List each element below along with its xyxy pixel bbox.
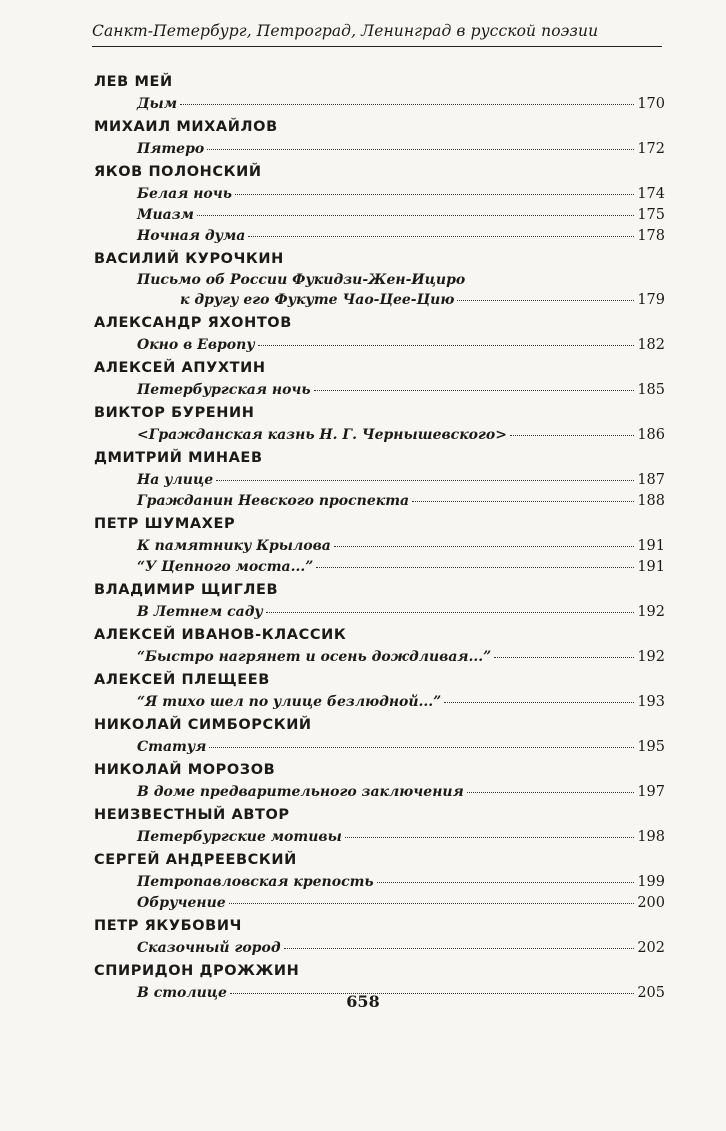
toc-entry-title: На улице xyxy=(137,472,214,488)
dot-leader xyxy=(216,480,634,481)
toc-entry xyxy=(94,692,665,713)
dot-leader xyxy=(235,194,634,195)
toc-entry-title: к другу его Фукуте Чао-Цее-Цию xyxy=(180,292,455,308)
dot-leader xyxy=(444,702,634,703)
toc-entry xyxy=(94,470,665,491)
toc-author: ПЕТР ЯКУБОВИЧ xyxy=(94,918,242,934)
toc-entry xyxy=(94,602,665,623)
dot-leader xyxy=(229,903,635,904)
toc-entry xyxy=(94,139,665,160)
dot-leader xyxy=(258,345,635,346)
toc-author: АЛЕКСАНДР ЯХОНТОВ xyxy=(94,315,292,331)
toc-entry xyxy=(94,335,665,356)
toc-entry-page: 186 xyxy=(637,427,665,443)
toc-entry xyxy=(94,491,665,512)
toc-entry xyxy=(94,205,665,226)
toc-entry-page: 182 xyxy=(637,337,665,353)
toc-entry-title: Петербургские мотивы xyxy=(137,829,342,845)
dot-leader xyxy=(314,390,635,391)
dot-leader xyxy=(248,236,634,237)
toc-entry-title: Пятеро xyxy=(137,141,205,157)
toc-entry xyxy=(94,271,665,290)
toc-entry-title: Ночная дума xyxy=(137,228,246,244)
toc-entry-page: 205 xyxy=(637,985,665,1001)
toc-author: СПИРИДОН ДРОЖЖИН xyxy=(94,963,300,979)
toc-entry-page: 192 xyxy=(637,649,665,665)
toc-author: ЯКОВ ПОЛОНСКИЙ xyxy=(94,164,262,180)
running-header: Санкт-Петербург, Петроград, Ленинград в русской поэзии xyxy=(92,22,599,40)
toc-entry-page: 187 xyxy=(637,472,665,488)
toc-entry-title: Петропавловская крепость xyxy=(137,874,374,890)
toc-entry xyxy=(94,94,665,115)
toc-entry-page: 193 xyxy=(637,694,665,710)
toc-entry-page: 191 xyxy=(637,559,665,575)
dot-leader xyxy=(377,882,635,883)
toc-entry-title: В Летнем саду xyxy=(137,604,263,620)
toc-entry-page: 185 xyxy=(637,382,665,398)
toc-author: АЛЕКСЕЙ ПЛЕЩЕЕВ xyxy=(94,672,270,688)
toc-entry-page: 195 xyxy=(637,739,665,755)
toc-entry-title: Дым xyxy=(137,96,178,112)
dot-leader xyxy=(494,657,634,658)
toc-entry-page: 199 xyxy=(637,874,665,890)
dot-leader xyxy=(316,567,634,568)
toc-entry-page: 188 xyxy=(637,493,665,509)
toc-entry-page: 172 xyxy=(637,141,665,157)
dot-leader xyxy=(510,435,634,436)
toc-entry xyxy=(94,782,665,803)
toc-entry xyxy=(94,647,665,668)
toc-entry xyxy=(94,737,665,758)
toc-author: НИКОЛАЙ СИМБОРСКИЙ xyxy=(94,717,312,733)
toc-entry-page: 192 xyxy=(637,604,665,620)
toc-entry xyxy=(94,536,665,557)
toc-entry-title: Гражданин Невского проспекта xyxy=(137,493,410,509)
toc-entry xyxy=(94,380,665,401)
toc-author: ВИКТОР БУРЕНИН xyxy=(94,405,255,421)
toc-entry-title: Петербургская ночь xyxy=(137,382,311,398)
toc-entry-page: 179 xyxy=(637,292,665,308)
toc-author: ЛЕВ МЕЙ xyxy=(94,74,173,90)
toc-entry-title: “Быстро нагрянет и осень дождливая...” xyxy=(137,649,492,665)
toc-entry-title: Сказочный город xyxy=(137,940,281,956)
toc-entry-page: 202 xyxy=(637,940,665,956)
toc-author: ДМИТРИЙ МИНАЕВ xyxy=(94,450,263,466)
page-number: 658 xyxy=(346,992,380,1011)
toc-entry xyxy=(94,425,665,446)
dot-leader xyxy=(207,149,634,150)
toc-author: СЕРГЕЙ АНДРЕЕВСКИЙ xyxy=(94,852,297,868)
toc-entry xyxy=(94,184,665,205)
toc-entry xyxy=(94,226,665,247)
toc-entry-title: Белая ночь xyxy=(137,186,232,202)
toc-entry-page: 197 xyxy=(637,784,665,800)
toc-entry xyxy=(94,557,665,578)
toc-entry-title: В столице xyxy=(137,985,227,1001)
toc-entry-title: Обручение xyxy=(137,895,226,911)
toc-author: АЛЕКСЕЙ ИВАНОВ-КЛАССИК xyxy=(94,627,347,643)
toc-entry-title: <Гражданская казнь Н. Г. Чернышевского> xyxy=(137,427,507,443)
dot-leader xyxy=(345,837,634,838)
toc-entry xyxy=(94,827,665,848)
header-rule xyxy=(92,46,662,47)
dot-leader xyxy=(209,747,634,748)
toc-author: НИКОЛАЙ МОРОЗОВ xyxy=(94,762,276,778)
toc-entry-title: “Я тихо шел по улице безлюдной...” xyxy=(137,694,442,710)
dot-leader xyxy=(266,612,635,613)
toc-entry-page: 200 xyxy=(637,895,665,911)
toc-entry-title: К памятнику Крылова xyxy=(137,538,331,554)
toc-entry-title: Письмо об России Фукидзи-Жен-Ициро xyxy=(137,272,466,288)
toc-entry-title: Миазм xyxy=(137,207,194,223)
toc-entry xyxy=(94,893,665,914)
toc-entry-page: 198 xyxy=(637,829,665,845)
toc-entry-page: 178 xyxy=(637,228,665,244)
toc-entry xyxy=(94,938,665,959)
dot-leader xyxy=(467,792,635,793)
dot-leader xyxy=(180,104,634,105)
toc-entry-title: Окно в Европу xyxy=(137,337,255,353)
toc-entry-page: 170 xyxy=(637,96,665,112)
toc-entry-page: 191 xyxy=(637,538,665,554)
toc-entry xyxy=(94,872,665,893)
dot-leader xyxy=(412,501,634,502)
toc-author: НЕИЗВЕСТНЫЙ АВТОР xyxy=(94,807,290,823)
toc-entry-title: “У Цепного моста...” xyxy=(137,559,314,575)
dot-leader xyxy=(197,215,634,216)
dot-leader xyxy=(334,546,634,547)
table-of-contents xyxy=(94,70,665,1004)
dot-leader xyxy=(457,300,634,301)
toc-author: АЛЕКСЕЙ АПУХТИН xyxy=(94,360,266,376)
toc-author: ВЛАДИМИР ЩИГЛЕВ xyxy=(94,582,279,598)
toc-author: ПЕТР ШУМАХЕР xyxy=(94,516,236,532)
toc-entry-title: В доме предварительного заключения xyxy=(137,784,464,800)
toc-entry xyxy=(94,290,665,311)
dot-leader xyxy=(284,948,635,949)
toc-entry-page: 175 xyxy=(637,207,665,223)
toc-author: ВАСИЛИЙ КУРОЧКИН xyxy=(94,251,284,267)
toc-entry-page: 174 xyxy=(637,186,665,202)
toc-author: МИХАИЛ МИХАЙЛОВ xyxy=(94,119,278,135)
toc-entry-title: Статуя xyxy=(137,739,207,755)
